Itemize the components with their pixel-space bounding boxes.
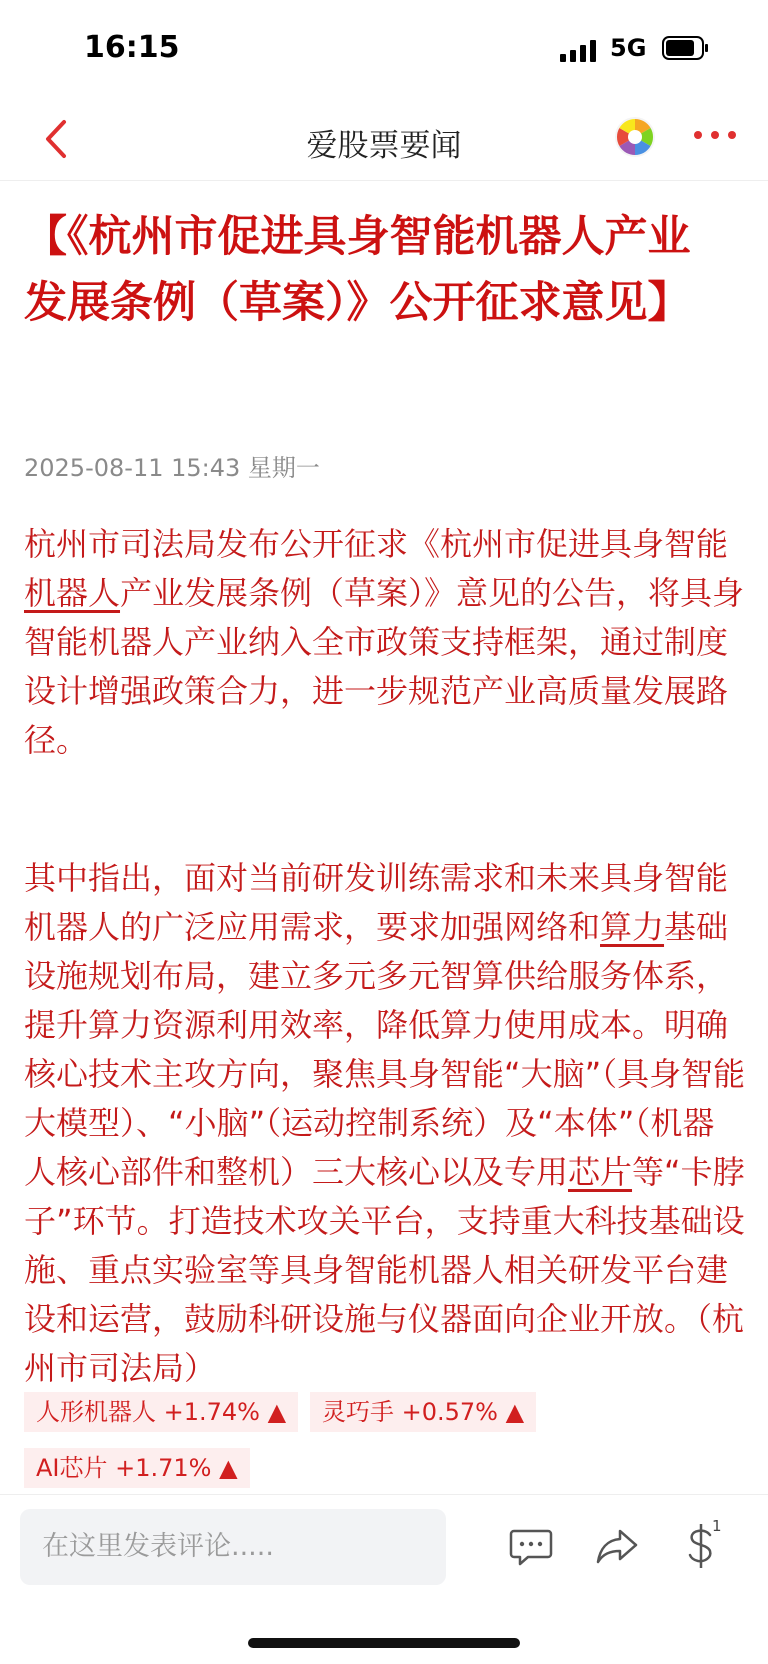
p1-text-pre: 杭州市司法局发布公开征求《杭州市促进具身智能 <box>24 525 729 563</box>
page-title: 爱股票要闻 <box>306 128 462 164</box>
article-paragraph-2 <box>24 822 746 1425</box>
status-time: 16:15 <box>84 30 180 65</box>
aperture-logo-icon[interactable] <box>614 116 656 158</box>
stock-link-chip[interactable]: 芯片 <box>568 1153 633 1191</box>
stock-link-compute[interactable]: 算力 <box>600 908 665 946</box>
article-date: 2025-08-11 15:43 星期一 <box>24 454 320 482</box>
sector-tag-dexterous-hand[interactable]: 灵巧手 +0.57% ▲ <box>310 1392 536 1432</box>
home-indicator[interactable] <box>248 1638 520 1648</box>
article-headline: 【《杭州市促进具身智能机器人产业发展条例（草案）》公开征求意见】 <box>24 212 691 328</box>
signal-icon <box>560 40 600 62</box>
p1-text-post: 产业发展条例（草案）》意见的公告，将具身智能机器人产业纳入全市政策支持框架，通过制度设计增强政策合力，进一步规范产业高质量发展路径。 <box>24 574 745 759</box>
p2-text-mid: 基础设施规划布局，建立多元多元智算供给服务体系，提升算力资源利用效率，降低算力使用成本。明确核心技术主攻方向，聚焦具身智能“大脑”（具身智能大模型）、“小脑”（运动控制系统）及“本体”（机器人核心部件和整机）三大核心以及专用 <box>24 908 746 1191</box>
status-bar <box>0 0 768 100</box>
comment-icon[interactable] <box>506 1521 556 1571</box>
stock-link-robot[interactable]: 机器人 <box>24 574 121 612</box>
article-paragraph-1 <box>24 520 746 765</box>
p2-text-post: 等“卡脖子”环节。打造技术攻关平台，支持重大科技基础设施、重点实验室等具身智能机器人相关研发平台建设和运营，鼓励科研设施与仪器面向企业开放。（杭州市司法局） <box>24 1153 745 1387</box>
network-type: 5G <box>610 34 647 62</box>
more-dots-icon[interactable] <box>690 120 740 150</box>
share-icon[interactable] <box>592 1521 642 1571</box>
p2-text-pre: 其中指出，面对当前研发训练需求和未来具身智能机器人的广泛应用需求，要求加强网络和 <box>24 859 729 946</box>
reward-count-badge: 1 <box>712 1517 722 1535</box>
nav-bar <box>0 100 768 181</box>
battery-icon <box>662 36 710 60</box>
sector-tag-humanoid[interactable]: 人形机器人 +1.74% ▲ <box>24 1392 298 1432</box>
sector-tag-ai-chip[interactable]: AI芯片 +1.71% ▲ <box>24 1448 250 1488</box>
comment-input[interactable]: 在这里发表评论..... <box>20 1509 446 1585</box>
